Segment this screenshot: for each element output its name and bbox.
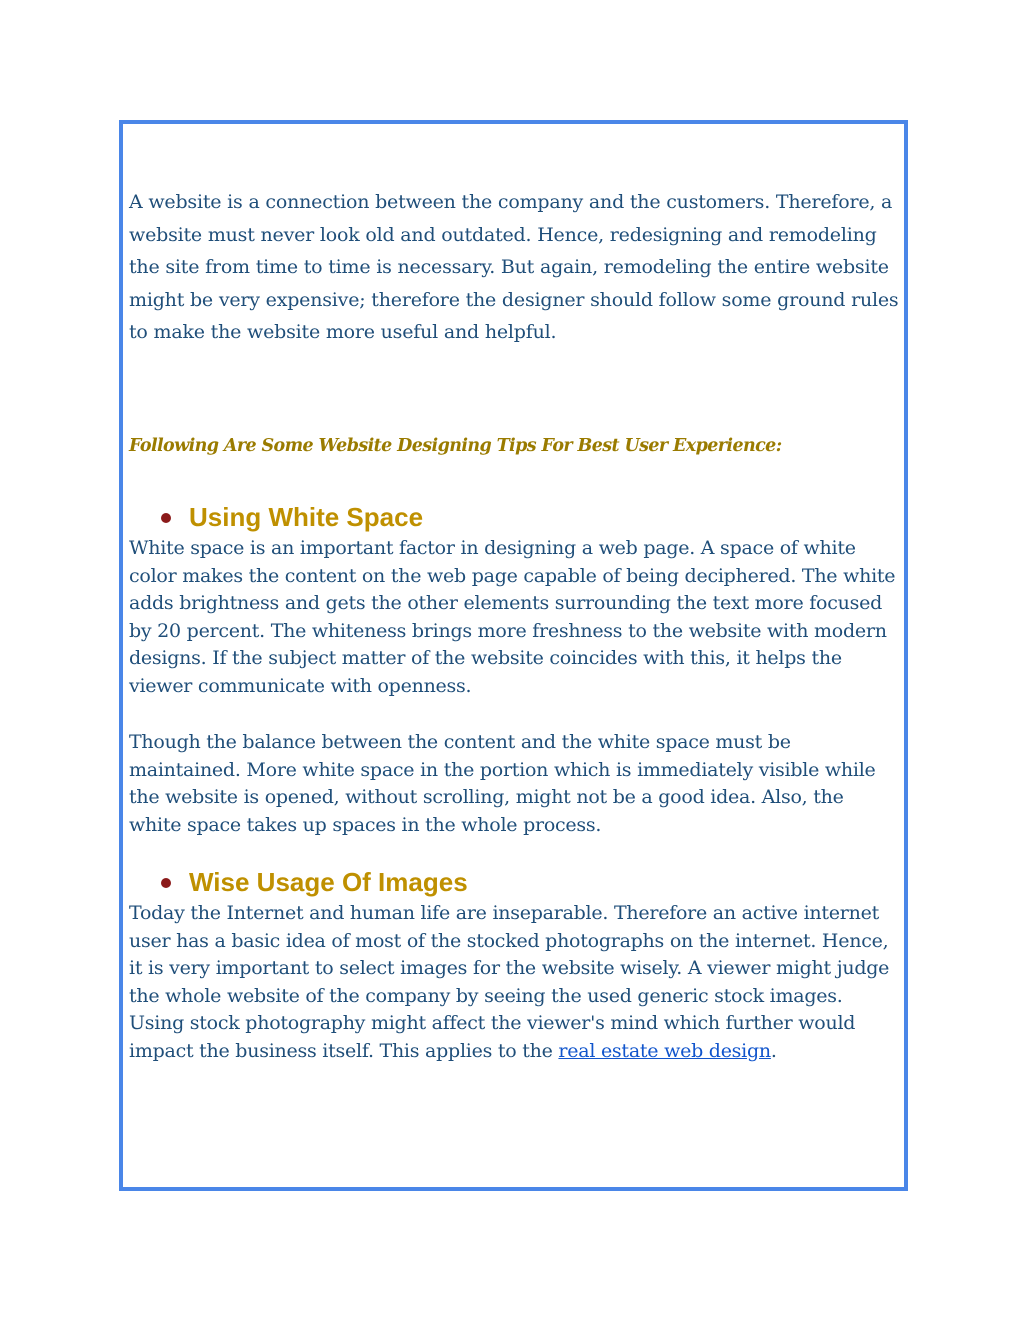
intro-paragraph: A website is a connection between the company and the customers. Therefore, a website must never look old and outdated. Hence, redesigning and remodeling the site from time to time is necessary. But again, remodeling the entire website might be very expensive; therefore the designer should follow some ground rules to make the website more useful and helpful. <box>129 191 899 344</box>
section-title-label: Wise Usage Of Images <box>189 867 468 897</box>
white-space-paragraph-2: Though the balance between the content and the white space must be maintained. More white space in the portion which is immediately visible while the website is opened, without scrolling, might not be a good idea. Also, the white space takes up spaces in the whole process. <box>129 731 876 836</box>
tips-subheading: Following Are Some Website Designing Tips For Best User Experience: <box>129 436 782 456</box>
bullet-icon <box>161 878 171 888</box>
section-heading-images <box>161 867 468 898</box>
section-heading-white-space <box>161 502 423 533</box>
section-title-label: Using White Space <box>189 502 424 532</box>
white-space-paragraph-1: White space is an important factor in designing a web page. A space of white color makes the content on the web page capable of being deciphered. The white adds brightness and gets the other elements surrounding the text more focused by 20 percent. The whiteness brings more freshness to the website with modern designs. If the subject matter of the website coincides with this, it helps the viewer communicate with openness. <box>129 537 896 697</box>
bullet-icon <box>161 513 171 523</box>
images-paragraph-text: Today the Internet and human life are inseparable. Therefore an active internet user has a basic idea of most of the stocked photographs on the internet. Hence, it is very important to select images for the website wisely. A viewer might judge the whole website of the company by seeing the used generic stock images. Using stock photography might affect the viewer's mind which further would impact the business itself. This applies to the <box>129 902 890 1062</box>
images-paragraph <box>129 900 899 1066</box>
real-estate-web-design-link[interactable]: real estate web design <box>558 1039 771 1062</box>
images-paragraph-end: . <box>770 1039 777 1062</box>
